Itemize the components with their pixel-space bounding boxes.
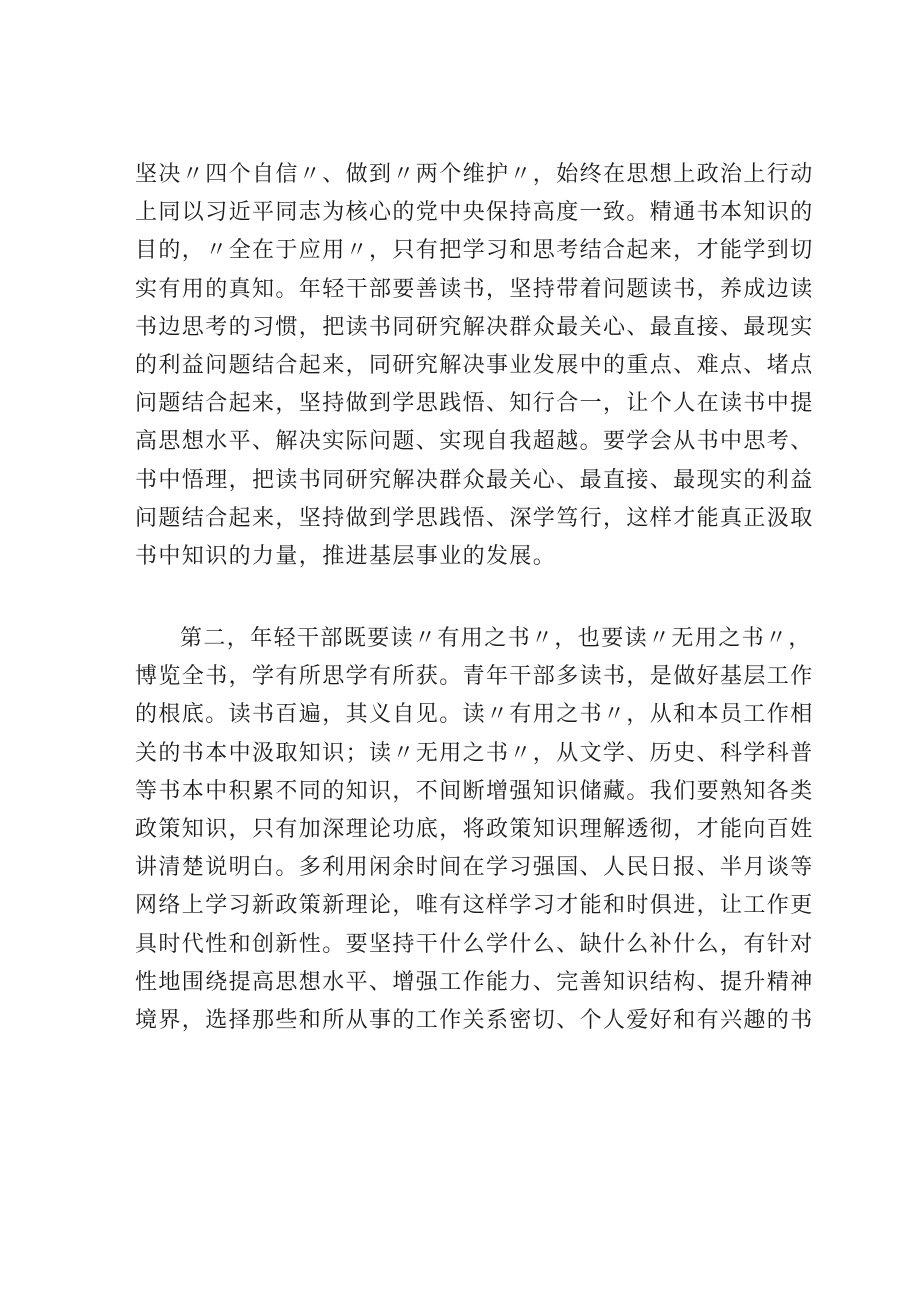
paragraph-1: [135, 156, 815, 576]
text-line: 目的，〃全在于应用〃，只有把学习和思考结合起来，才能学到切: [135, 238, 814, 264]
text-line: 等书本中积累不同的知识，不间断增强知识储藏。我们要熟知各类: [135, 778, 814, 804]
text-line: 书中知识的力量，推进基层事业的发展。: [135, 543, 557, 569]
text-line: 上同以习近平同志为核心的党中央保持高度一致。精通书本知识的: [135, 200, 814, 226]
text-line: 性地围绕提高思想水平、增强工作能力、完善知识结构、提升精神: [135, 969, 814, 995]
text-line: 问题结合起来，坚持做到学思践悟、知行合一，让个人在读书中提: [135, 391, 814, 417]
text-line: 问题结合起来，坚持做到学思践悟、深学笃行，这样才能真正汲取: [135, 505, 814, 531]
text-line: 实有用的真知。年轻干部要善读书，坚持带着问题读书，养成边读: [135, 276, 814, 302]
text-line: 书边思考的习惯，把读书同研究解决群众最关心、最直接、最现实: [135, 314, 814, 340]
text-line: 的根底。读书百遍，其义自见。读〃有用之书〃，从和本员工作相: [135, 702, 814, 728]
text-line: 的利益问题结合起来，同研究解决事业发展中的重点、难点、堵点: [135, 352, 814, 378]
text-line: 高思想水平、解决实际问题、实现自我超越。要学会从书中思考、: [135, 429, 814, 455]
text-line: 坚决〃四个自信〃、做到〃两个维护〃，始终在思想上政治上行动: [135, 162, 814, 187]
text-line: 博览全书，学有所思学有所获。青年干部多读书，是做好基层工作: [135, 664, 814, 690]
text-line: 境界，选择那些和所从事的工作关系密切、个人爱好和有兴趣的书: [135, 1007, 814, 1033]
text-line: 网络上学习新政策新理论，唯有这样学习才能和时俱进，让工作更: [135, 893, 814, 919]
text-line: 讲清楚说明白。多利用闲余时间在学习强国、人民日报、半月谈等: [135, 855, 814, 881]
paragraph-2: [135, 620, 815, 1040]
text-line-indented: 第二，年轻干部既要读〃有用之书〃，也要读〃无用之书〃，: [180, 626, 812, 651]
text-line: 关的书本中汲取知识；读〃无用之书〃，从文学、历史、科学科普: [135, 740, 814, 766]
text-line: 具时代性和创新性。要坚持干什么学什么、缺什么补什么，有针对: [135, 931, 814, 957]
text-line: 政策知识，只有加深理论功底，将政策知识理解透彻，才能向百姓: [135, 816, 814, 842]
text-line: 书中悟理，把读书同研究解决群众最关心、最直接、最现实的利益: [135, 467, 814, 493]
